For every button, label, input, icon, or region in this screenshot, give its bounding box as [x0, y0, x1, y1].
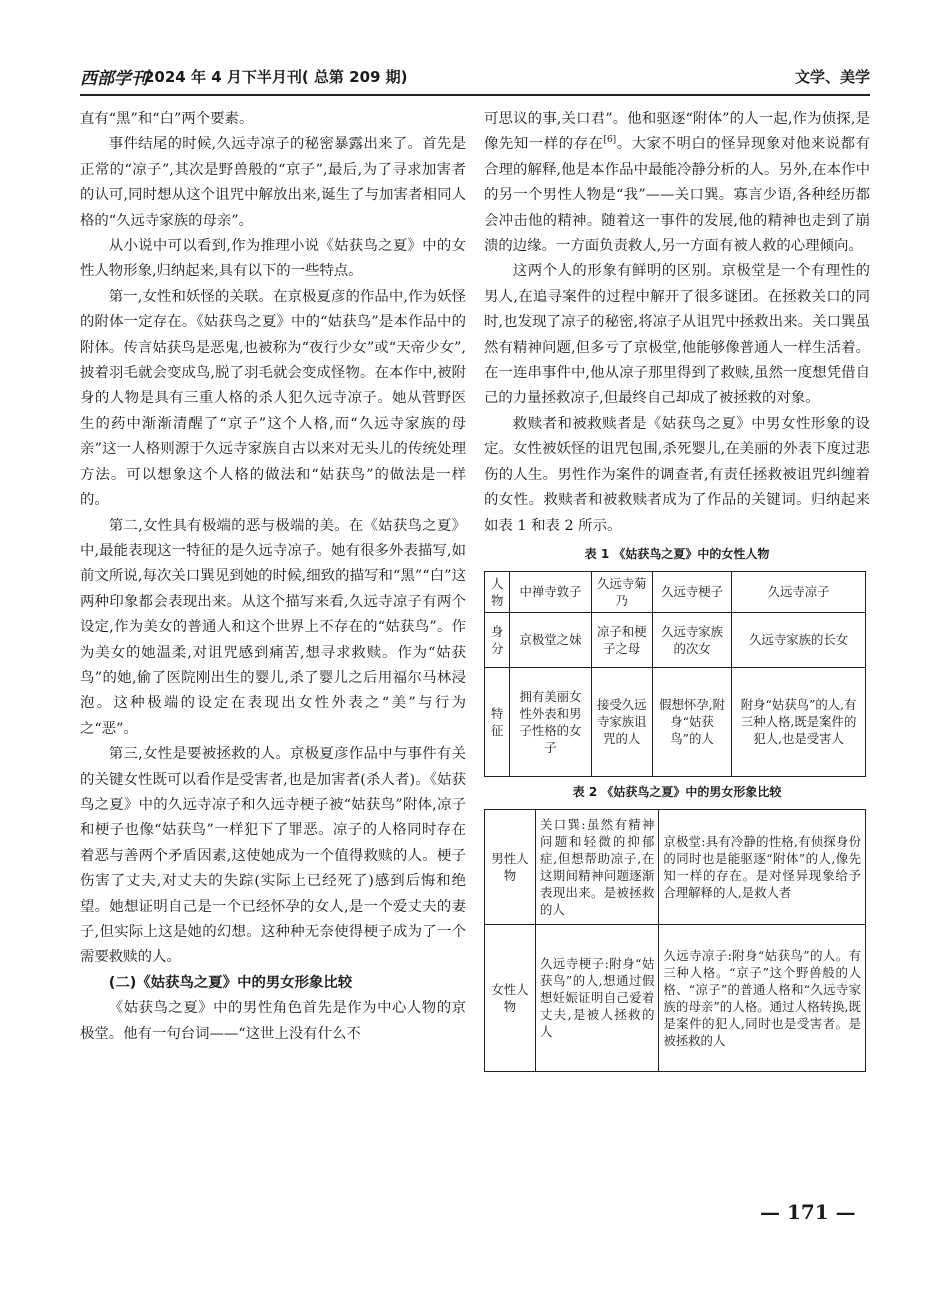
paragraph: 《姑获鸟之夏》中的男性角色首先是作为中心人物的京极堂。他有一句台词——“这世上没有什么不 [80, 1000, 466, 1042]
table-cell: 接受久远寺家族诅咒的人 [591, 667, 652, 776]
table-cell: 特征 [485, 667, 510, 776]
left-column [80, 107, 466, 1047]
paragraph: 第二,女性具有极端的恶与极端的美。在《姑获鸟之夏》中,最能表现这一特征的是久远寺凉子。她有很多外表描写,如前文所说,每次关口巽见到她的时候,细致的描写和“黑”“白”这两种印象都会表现出来。从这个描写来看,久远寺凉子有两个设定,作为美女的普通人和这个世界上不存在的“姑获鸟”。作为美女的她温柔,对诅咒感到痛苦,想寻求救赎。作为“姑获鸟”的她,偷了医院刚出生的婴儿,杀了婴儿之后用福尔马林浸泡。这种极端的设定在表现出女性外表之“美”与行为之“恶”。 [80, 517, 466, 737]
section-title: 文学、美学 [794, 68, 870, 86]
table-cell: 身分 [485, 612, 510, 667]
table-cell: 假想怀孕,附身“姑获鸟”的人 [652, 667, 731, 776]
table2-caption: 表 2 《姑获鸟之夏》中的男女形象比较 [572, 784, 782, 799]
table-cell: 久远寺梗子 [652, 571, 731, 612]
table-cell: 男性人物 [485, 809, 536, 924]
table-cell: 久远寺家族的长女 [732, 612, 866, 667]
female-characters-table [484, 571, 866, 777]
table-cell: 女性人物 [485, 924, 536, 1071]
table-cell: 人物 [485, 571, 510, 612]
paragraph-text: 可思议的事,关口君”。他和驱逐“附体”的人一起,作为侦探,是像先知一样的存在 [484, 111, 870, 153]
paragraph: 救赎者和被救赎者是《姑获鸟之夏》中男女性形象的设定。女性被妖怪的诅咒包围,杀死婴儿,在美丽的外表下度过悲伤的人生。男性作为案件的调查者,有责任拯救被诅咒纠缠着的女性。救赎者和被救赎者成为了作品的关键词。归纳起来如表 1 和表 2 所示。 [484, 415, 870, 534]
table-cell: 京极堂之妹 [510, 612, 591, 667]
gender-comparison-table [484, 809, 866, 1072]
table-cell: 附身“姑获鸟”的人,有三种人格,既是案件的犯人,也是受害人 [732, 667, 866, 776]
right-column [484, 107, 870, 1072]
journal-logo: 西部学刊 [80, 69, 148, 89]
page-number: — 171 — [760, 1200, 856, 1224]
paragraph: 直有“黑”和“白”两个要素。 [80, 111, 254, 127]
paragraph: 事件结尾的时候,久远寺凉子的秘密暴露出来了。首先是正常的“凉子”,其次是野兽般的“京子”,最后,为了寻求加害者的认可,同时想从这个诅咒中解放出来,诞生了与加害者相同人格的“久远寺家族的母亲”。 [80, 136, 466, 229]
paragraph: 从小说中可以看到,作为推理小说《姑获鸟之夏》中的女性人物形象,归纳起来,具有以下的一些特点。 [80, 238, 466, 280]
table-cell: 久远寺凉子:附身“姑获鸟”的人。有三种人格。“京子”这个野兽般的人格、“凉子”的普通人格和“久远寺家族的母亲”的人格。通过人格转换,既是案件的犯人,同时也是受害者。是被拯救的人 [659, 924, 866, 1071]
table-cell: 中禅寺敦子 [510, 571, 591, 612]
table-cell: 久远寺菊乃 [591, 571, 652, 612]
paragraph: 第三,女性是要被拯救的人。京极夏彦作品中与事件有关的关键女性既可以看作是受害者,也是加害者(杀人者)。《姑获鸟之夏》中的久远寺凉子和久远寺梗子被“姑获鸟”附体,凉子和梗子也像“姑获鸟”一样犯下了罪恶。凉子的人格同时存在着恶与善两个矛盾因素,这使她成为一个值得救赎的人。梗子伤害了丈夫,对丈夫的失踪(实际上已经死了)感到后悔和绝望。她想证明自己是一个已经怀孕的女人,是一个爱丈夫的妻子,但实际上这是她的幻想。这种种无奈使得梗子成为了一个需要救赎的人。 [80, 746, 466, 966]
citation[interactable]: [6] [603, 135, 617, 146]
table1-caption: 表 1 《姑获鸟之夏》中的女性人物 [584, 546, 770, 561]
paragraph: 第一,女性和妖怪的关联。在京极夏彦的作品中,作为妖怪的附体一定存在。《姑获鸟之夏》中的“姑获鸟”是本作品中的附体。传言姑获鸟是恶鬼,也被称为“夜行少女”或“天帝少女”,披着羽毛就会变成鸟,脱了羽毛就会变成怪物。在本作中,被附身的人物是具有三重人格的杀人犯久远寺凉子。她从菅野医生的药中渐渐清醒了“京子”这个人格,而“久远寺家族的母亲”这一人格则源于久远寺家族自古以来对无头儿的传统处理方法。可以想象这个人格的做法和“姑获鸟”的做法是一样的。 [80, 288, 466, 509]
page-header [80, 60, 870, 96]
table-cell: 凉子和梗子之母 [591, 612, 652, 667]
table-cell: 关口巽:虽然有精神问题和轻微的抑郁症,但想帮助凉子,在这期间精神问题逐渐表现出来。是被拯救的人 [536, 809, 659, 924]
paragraph: 这两个人的形象有鲜明的区别。京极堂是一个有理性的男人,在追寻案件的过程中解开了很多谜团。在拯救关口的同时,也发现了凉子的秘密,将凉子从诅咒中拯救出来。关口巽虽然有精神问题,但多亏了京极堂,他能够像普通人一样生活着。在一连串事件中,他从凉子那里得到了救赎,虽然一度想凭借自己的力量拯救凉子,但最终自己却成了被拯救的对象。 [484, 263, 870, 407]
table-cell: 久远寺梗子:附身“姑获鸟”的人,想通过假想妊娠证明自己爱着丈夫,是被人拯救的人 [536, 924, 659, 1071]
issue-info: 2024 年 4 月下半月刊( 总第 209 期) [144, 68, 408, 86]
table-cell: 久远寺凉子 [732, 571, 866, 612]
table-cell: 久远寺家族的次女 [652, 612, 731, 667]
paragraph-text-after: 。大家不明白的怪异现象对他来说都有合理的解释,他是本作品中最能冷静分析的人。另外,在本作中的另一个男性人物是“我”——关口巽。寡言少语,各种经历都会冲击他的精神。随着这一事件的发展,他的精神也走到了崩溃的边缘。一方面负责救人,另一方面有被人救的心理倾向。 [484, 136, 870, 255]
subheading: (二)《姑获鸟之夏》中的男女形象比较 [108, 974, 353, 991]
table-cell: 京极堂:具有冷静的性格,有侦探身份的同时也是能驱逐“附体”的人,像先知一样的存在。是对怪异现象给予合理解释的人,是救人者 [659, 809, 866, 924]
table-cell: 拥有美丽女性外表和男子性格的女子 [510, 667, 591, 776]
paragraph [484, 107, 870, 259]
